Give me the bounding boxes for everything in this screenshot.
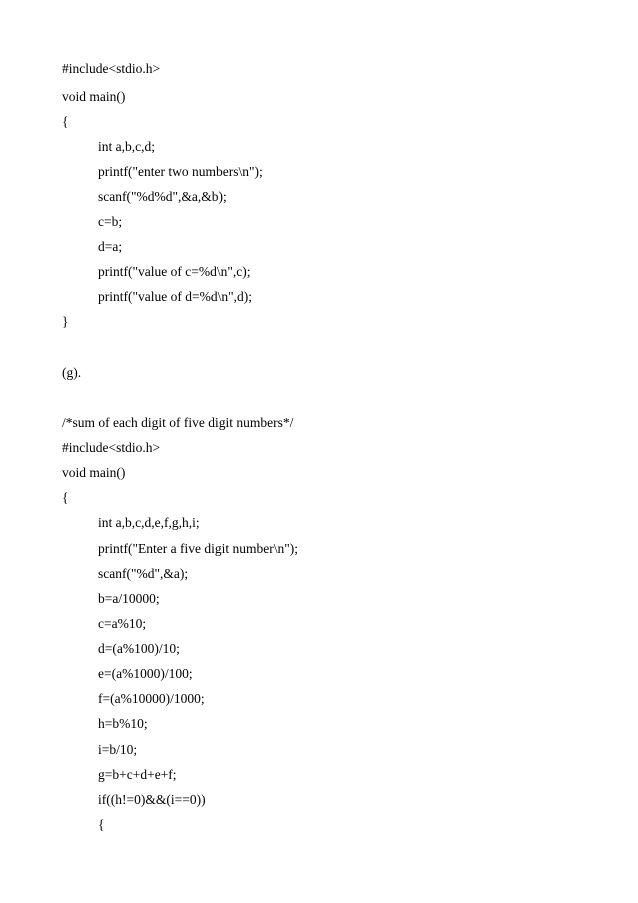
code-line: scanf("%d%d",&a,&b);: [98, 189, 227, 204]
code-comment: /*sum of each digit of five digit numbers*/: [62, 415, 294, 430]
code-line: printf("value of d=%d\n",d);: [98, 289, 252, 304]
code-line: c=a%10;: [98, 616, 147, 631]
code-line: #include<stdio.h>: [62, 61, 161, 76]
code-line: d=a;: [98, 239, 123, 254]
code-line: #include<stdio.h>: [62, 440, 161, 455]
code-line: e=(a%1000)/100;: [98, 666, 193, 681]
code-line: i=b/10;: [98, 742, 138, 757]
code-line: printf("value of c=%d\n",c);: [98, 264, 251, 279]
code-line: {: [62, 114, 69, 129]
code-line: void main(): [62, 89, 126, 104]
code-line: c=b;: [98, 214, 123, 229]
code-line: d=(a%100)/10;: [98, 641, 180, 656]
section-label: (g).: [62, 365, 82, 380]
code-line: int a,b,c,d,e,f,g,h,i;: [98, 515, 200, 530]
code-line: void main(): [62, 465, 126, 480]
code-line: b=a/10000;: [98, 591, 160, 606]
code-line: h=b%10;: [98, 716, 148, 731]
code-line: }: [62, 314, 69, 329]
code-line: if((h!=0)&&(i==0)): [98, 792, 206, 807]
code-line: f=(a%10000)/1000;: [98, 691, 205, 706]
code-line: printf("enter two numbers\n");: [98, 164, 263, 179]
code-line: int a,b,c,d;: [98, 139, 155, 154]
code-line: {: [98, 817, 105, 832]
code-line: printf("Enter a five digit number\n");: [98, 541, 298, 556]
code-line: {: [62, 490, 69, 505]
code-line: g=b+c+d+e+f;: [98, 767, 177, 782]
code-line: scanf("%d",&a);: [98, 566, 189, 581]
